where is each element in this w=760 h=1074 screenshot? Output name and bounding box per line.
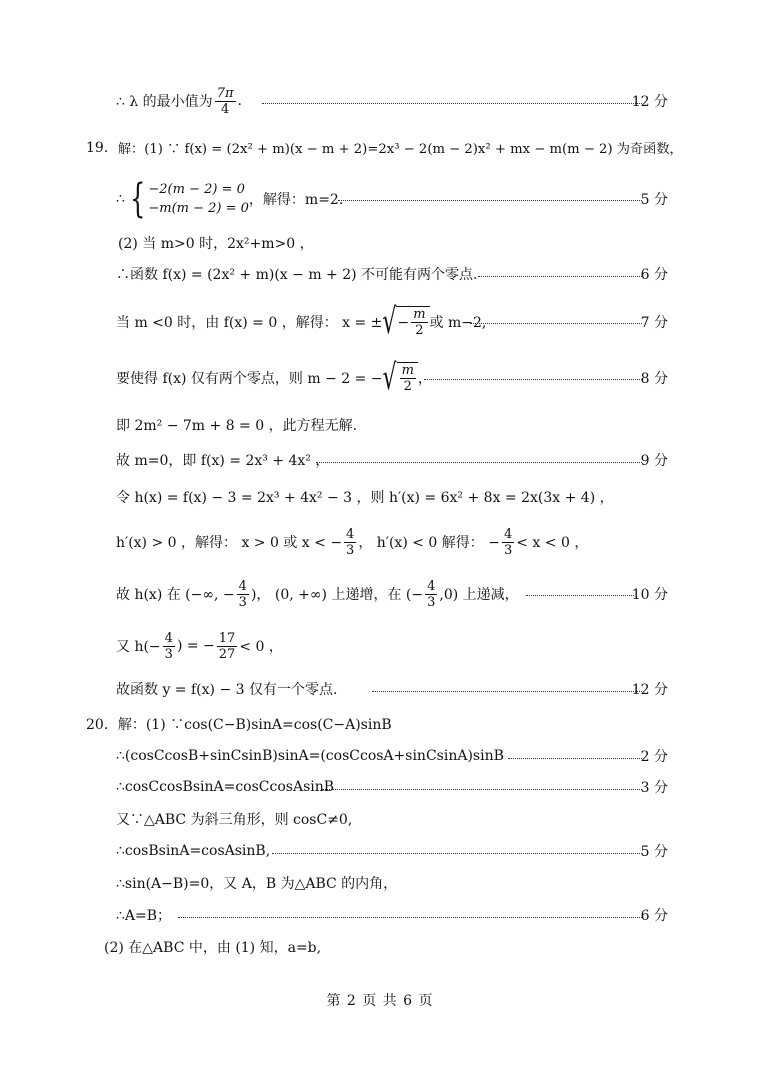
dot-leader [316,462,642,463]
answer-line-part2-q20 [0,930,760,964]
score-label: 6 分 [640,267,668,283]
answer-line-part2 [0,226,760,260]
dot-leader [272,853,642,854]
dot-leader [262,103,642,104]
question-20-intro [0,707,760,741]
answer-line-define-h [0,480,760,514]
line-text: 解：(1) ∵ f(x) = (2x² + m)(x − m + 2)=2x³ − 2(m − 2)x² + mx − m(m − 2) 为奇函数， [117,141,683,157]
answer-line-monotonicity: 故 h(x) 在 (−∞, − $\frac{4}{3}$ )， (0, +∞) 上递增，在 (− $\frac{4}{3}$ ,0) 上递减， 10 分 [116,578,668,610]
dot-leader [526,595,634,596]
score-label: 6 分 [640,908,668,924]
answer-line-h-value: 又 h(− $\frac{4}{3}$ ) = − $\frac{17}{27}$ < 0 ， [116,630,283,662]
dot-leader [338,200,642,201]
sqrt-expression: √ $\frac{m}{2}$ [383,362,418,394]
answer-line-two-zeros-condition: 要使得 f(x) 仅有两个零点，则 m − 2 = − √ $\frac{m}{2}$ ， 8 分 [116,358,668,398]
line-text: ∴sin(A−B)=0，又 A，B 为△ABC 的内角， [116,876,398,892]
score-label: 5 分 [640,844,668,860]
question-number: 19． [86,140,118,156]
line-text: 故函数 y = f(x) − 3 仅有一个零点. [116,682,338,698]
score-label: 12 分 [631,94,668,110]
score-label: 3 分 [640,780,668,796]
dot-leader [508,758,642,759]
line-text: 故 m=0，即 f(x) = 2x³ + 4x² ， [116,453,330,469]
line-text: 要使得 f(x) 仅有两个零点，则 m − 2 = − [116,371,383,387]
answer-line-derivative-sign: h′(x) > 0 ，解得： x > 0 或 x < − $\frac{4}{3}$ ， h′(x) < 0 解得： − $\frac{4}{3}$ < x < 0 ， [116,526,589,558]
answer-line-system: ∴ { −2(m − 2) = 0 −m(m − 2) = 0 ，解得：m=2. 5 分 [116,176,668,222]
fraction: $\frac{7\pi}{4}$ [216,85,234,117]
line-text: 令 h(x) = f(x) − 3 = 2x³ + 4x² − 3 ，则 h′(x) = 6x² + 8x = 2x(3x + 4) ， [116,490,614,506]
left-brace: { [130,176,146,222]
answer-line-no-solution [0,408,760,442]
answer-line-expand-cos [0,739,760,773]
equation-system: { −2(m − 2) = 0 −m(m − 2) = 0 [130,176,249,222]
line-text: 解：(1) ∵cos(C−B)sinA=cos(C−A)sinB [117,717,392,733]
answer-line-m-zero [0,443,760,477]
answer-line-m-negative: 当 m <0 时，由 f(x) = 0 ，解得： x = ± √ − $\frac{m}{2}$ 或 m−2, 7 分 [116,302,668,342]
line-text: ∴函数 f(x) = (2x² + m)(x − m + 2) 不可能有两个零点. [116,267,478,283]
answer-line-cosb-sina [0,834,760,868]
line-text: 当 m <0 时，由 f(x) = 0 ，解得： x = ± [116,315,383,331]
score-label: 12 分 [631,682,668,698]
page-footer: 第 2 页 共 6 页 [326,993,434,1009]
answer-line-lambda-min: ∴ λ 的最小值为 $\frac{7\pi}{4}$ . 12 分 [116,85,668,117]
line-text: ∴ λ 的最小值为 [116,94,213,110]
dot-leader [424,379,642,380]
line-text: ，解得：m=2. [248,192,344,208]
answer-line-sin-diff [0,866,760,900]
line-text: ∴(cosCcosB+sinCsinB)sinA=(cosCcosA+sinCsinA)sinB [116,748,504,764]
score-label: 10 分 [631,587,668,603]
line-text: (2) 在△ABC 中，由 (1) 知，a=b, [104,940,322,956]
score-label: 7 分 [640,315,668,331]
score-label: 2 分 [640,749,668,765]
dot-leader [470,323,642,324]
answer-line-oblique-triangle [0,802,760,836]
answer-line-one-zero [0,672,760,706]
question-19-intro [0,130,760,164]
dot-leader [178,917,642,918]
line-text: ∴cosBsinA=cosAsinB, [116,843,271,859]
question-number: 20． [86,717,118,733]
dot-leader [372,691,642,692]
dot-leader [478,276,642,277]
sqrt-expression: √ − $\frac{m}{2}$ [382,306,429,338]
answer-line-simplify [0,770,760,804]
score-label: 8 分 [640,371,668,387]
line-text: 即 2m² − 7m + 8 = 0 ，此方程无解. [116,418,358,434]
score-label: 9 分 [640,453,668,469]
answer-line-a-equals-b [0,898,760,932]
line-text: ∴cosCcosBsinA=cosCcosAsinB [116,779,335,795]
line-text: (2) 当 m>0 时，2x²+m>0 ， [118,236,314,252]
line-text: 又∵△ABC 为斜三角形，则 cosC≠0, [116,812,353,828]
answer-line-no-two-zeros [0,257,760,291]
score-label: 5 分 [640,192,668,208]
dot-leader [322,789,642,790]
line-text: ∴A=B； [116,908,172,924]
